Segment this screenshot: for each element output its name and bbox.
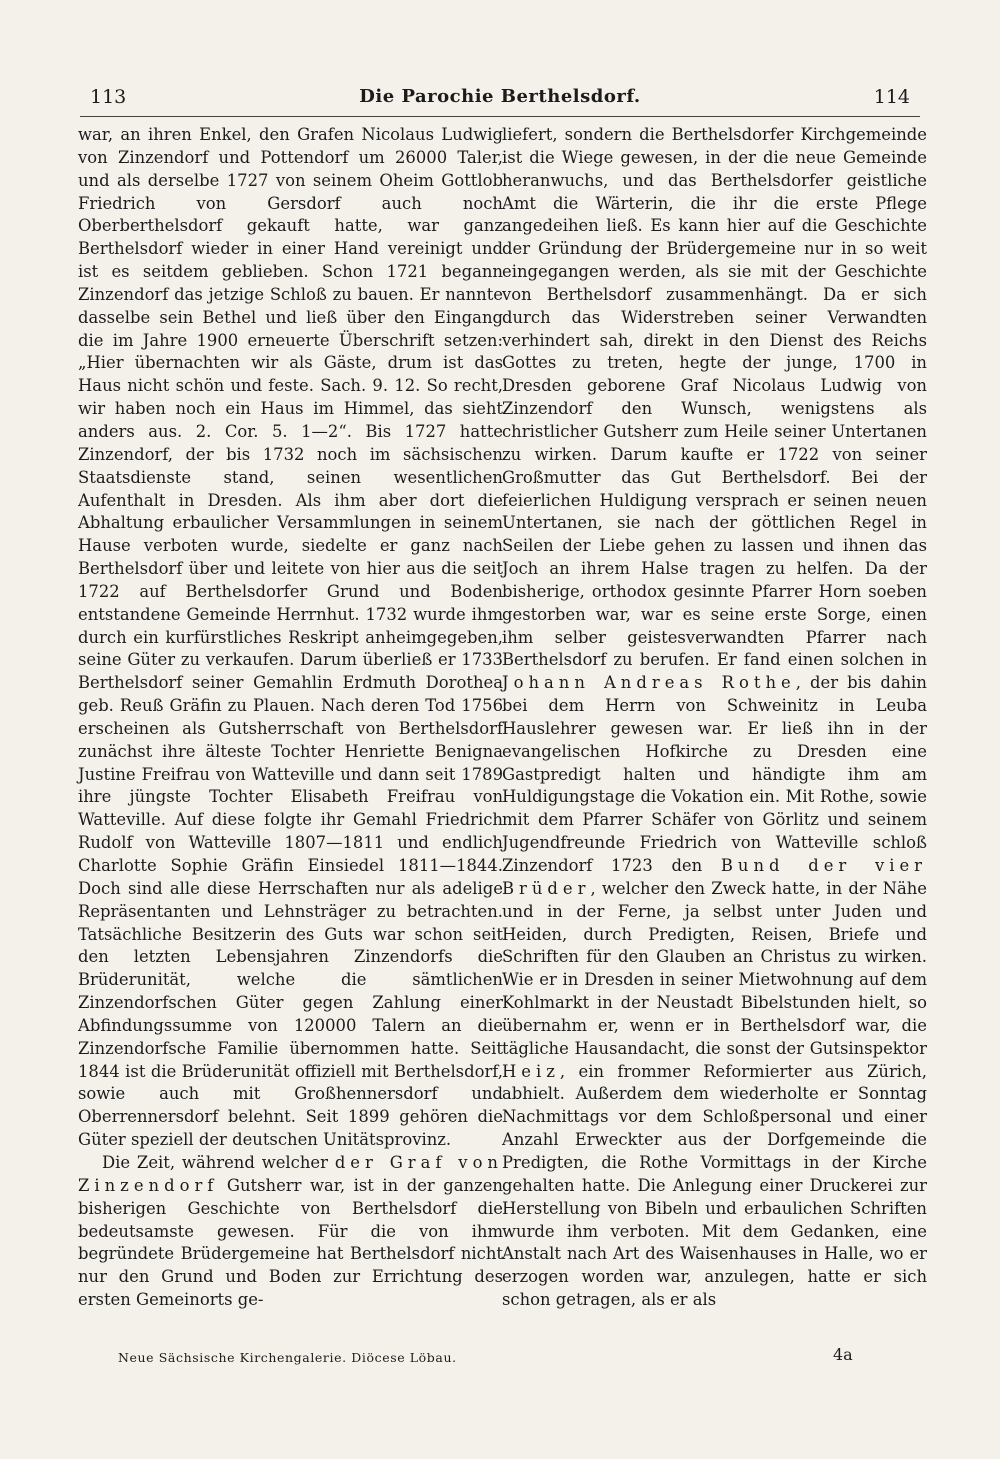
left-p2-spaced: der Graf von Zinzendorf [78,1152,503,1195]
right-p1-text-d: , ein frommer Reformierter aus Zürich, abhielt. Außerdem dem wiederholte er Sonntag Nachmittags vor dem Schloßpersonal und einer Anzahl Erweckter aus der Dorfgemeinde die Predigten, die Rothe Vormittags in der Kirche gehalten hatte. Die Anlegung einer Druckerei zur Herstellung von Bibeln und erbaulichen Schriften wurde ihm verboten. Mit dem Gedanken, eine Anstalt nach Art des Waisenhauses in Halle, wo er erzogen worden war, anzulegen, hatte er sich schon getragen, als er als [502,1061,927,1310]
footer-sheet-mark: 4a [833,1345,853,1364]
page-number-left: 113 [90,86,127,108]
left-column [78,124,503,1312]
right-paragraph-1 [502,124,927,1312]
right-p1-text: liefert, sondern die Berthelsdorfer Kirchgemeinde ist die Wiege gewesen, in der die neue Gemeinde heranwuchs, und das Berthelsdorfer geistliche Amt die Wärterin, die ihr die erste Pflege angedeihen ließ. Es kann hier auf die Geschichte der Gründung der Brüdergemeine nur in so weit eingegangen werden, als sie mit der Geschichte von Berthelsdorf zusammenhängt. Da er sich durch das Widerstreben seiner Verwandten verhindert sah, direkt in den Dienst des Reichs Gottes zu treten, hegte der junge, 1700 in Dresden geborene Graf Nicolaus Ludwig von Zinzendorf den Wunsch, wenigstens als christlicher Gutsherr zum Heile seiner Untertanen zu wirken. Darum kaufte er 1722 von seiner Großmutter das Gut Berthelsdorf. Bei der feierlichen Huldigung versprach er seinen neuen Untertanen, sie nach der göttlichen Regel in Seilen der Liebe gehen zu lassen und ihnen das Joch an ihrem Halse tragen zu helfen. Da der bisherige, orthodox gesinnte Pfarrer Horn soeben gestorben war, war es seine erste Sorge, einen ihm selber geistesverwandten Pfarrer nach Berthelsdorf zu berufen. Er fand einen solchen in [502,125,927,670]
right-column [502,124,927,1312]
right-p1-spaced: Johann Andreas Rothe [502,673,796,693]
footer-signature: Neue Sächsische Kirchengalerie. Diöcese Löbau. [118,1350,457,1365]
header-rule [80,116,920,117]
left-p2-text-a: Die Zeit, während welcher [102,1152,335,1172]
right-p1-spaced-3: Heiz [502,1061,560,1081]
right-p1-text-b: , der bis dahin bei dem Herrn von Schweinitz in Leuba Hauslehrer gewesen war. Er ließ ihn in der evangelischen Hofkirche zu Dresden eine Gastpredigt halten und händigte ihm am Huldigungstage die Vokation ein. Mit Rothe, sowie mit dem Pfarrer Schäfer von Görlitz und seinem Jugendfreunde Friedrich von Watteville schloß Zinzendorf 1723 den [502,673,927,875]
page-number-right: 114 [873,86,910,108]
left-paragraph-2 [78,1152,503,1312]
right-p1-spaced-2: Bund der vier Brüder [502,856,927,898]
right-p1-text-c: , welcher den Zweck hatte, in der Nähe und in der Ferne, ja selbst unter Juden und Heiden, durch Predigten, Reisen, Briefe und Schriften für den Glauben an Christus zu wirken. Wie er in Dresden in seiner Mietwohnung auf dem Kohlmarkt in der Neustadt Bibelstunden hielt, so übernahm er, wenn er in Berthelsdorf war, die tägliche Hausandacht, die sonst der Gutsinspektor [502,878,927,1058]
left-paragraph-1: war, an ihren Enkel, den Grafen Nicolaus Ludwig von Zinzendorf und Pottendorf um 26000 Taler, und als derselbe 1727 von seinem Oheim Gottlob Friedrich von Gersdorf auch noch Oberberthelsdorf gekauft hatte, war ganz Berthelsdorf wieder in einer Hand vereinigt und ist es seitdem geblieben. Schon 1721 begann Zinzendorf das jetzige Schloß zu bauen. Er nannte dasselbe sein Bethel und ließ über den Eingang die im Jahre 1900 erneuerte Überschrift setzen: „Hier übernachten wir als Gäste, drum ist das Haus nicht schön und feste. Sach. 9. 12. So recht, wir haben noch ein Haus im Himmel, das sieht anders aus. 2. Cor. 5. 1—2“. Bis 1727 hatte Zinzendorf, der bis 1732 noch im sächsischen Staatsdienste stand, seinen wesentlichen Aufenthalt in Dresden. Als ihm aber dort die Abhaltung erbaulicher Versammlungen in seinem Hause verboten wurde, siedelte er ganz nach Berthelsdorf über und leitete von hier aus die seit 1722 auf Berthelsdorfer Grund und Boden entstandene Gemeinde Herrnhut. 1732 wurde ihm durch ein kurfürstliches Reskript anheimgegeben, seine Güter zu verkaufen. Darum überließ er 1733 Berthelsdorf seiner Gemahlin Erdmuth Dorothea geb. Reuß Gräfin zu Plauen. Nach deren Tod 1756 erscheinen als Gutsherrschaft von Berthelsdorf zunächst ihre älteste Tochter Henriette Benigna Justine Freifrau von Watteville und dann seit 1789 ihre jüngste Tochter Elisabeth Freifrau von Watteville. Auf diese folgte ihr Gemahl Friedrich Rudolf von Watteville 1807—1811 und endlich Charlotte Sophie Gräfin Einsiedel 1811—1844. Doch sind alle diese Herrschaften nur als adelige Repräsentanten und Lehnsträger zu betrachten. Tatsächliche Besitzerin des Guts war schon seit den letzten Lebensjahren Zinzendorfs die Brüderunität, welche die sämtlichen Zinzendorfschen Güter gegen Zahlung einer Abfindungssumme von 120000 Talern an die Zinzendorfsche Familie übernommen hatte. Seit 1844 ist die Brüderunität offiziell mit Berthelsdorf, sowie auch mit Großhennersdorf und Oberrennersdorf belehnt. Seit 1899 gehören die Güter speziell der deutschen Unitätsprovinz. [78,125,503,1150]
running-header [80,86,920,116]
running-title: Die Parochie Berthelsdorf. [359,86,641,107]
left-p2-text-b: Gutsherr war, ist in der ganzen bisherigen Geschichte von Berthelsdorf die bedeutsamste gewesen. Für die von ihm begründete Brüdergemeine hat Berthelsdorf nicht nur den Grund und Boden zur Errichtung des ersten Gemeinorts ge- [78,1175,503,1310]
